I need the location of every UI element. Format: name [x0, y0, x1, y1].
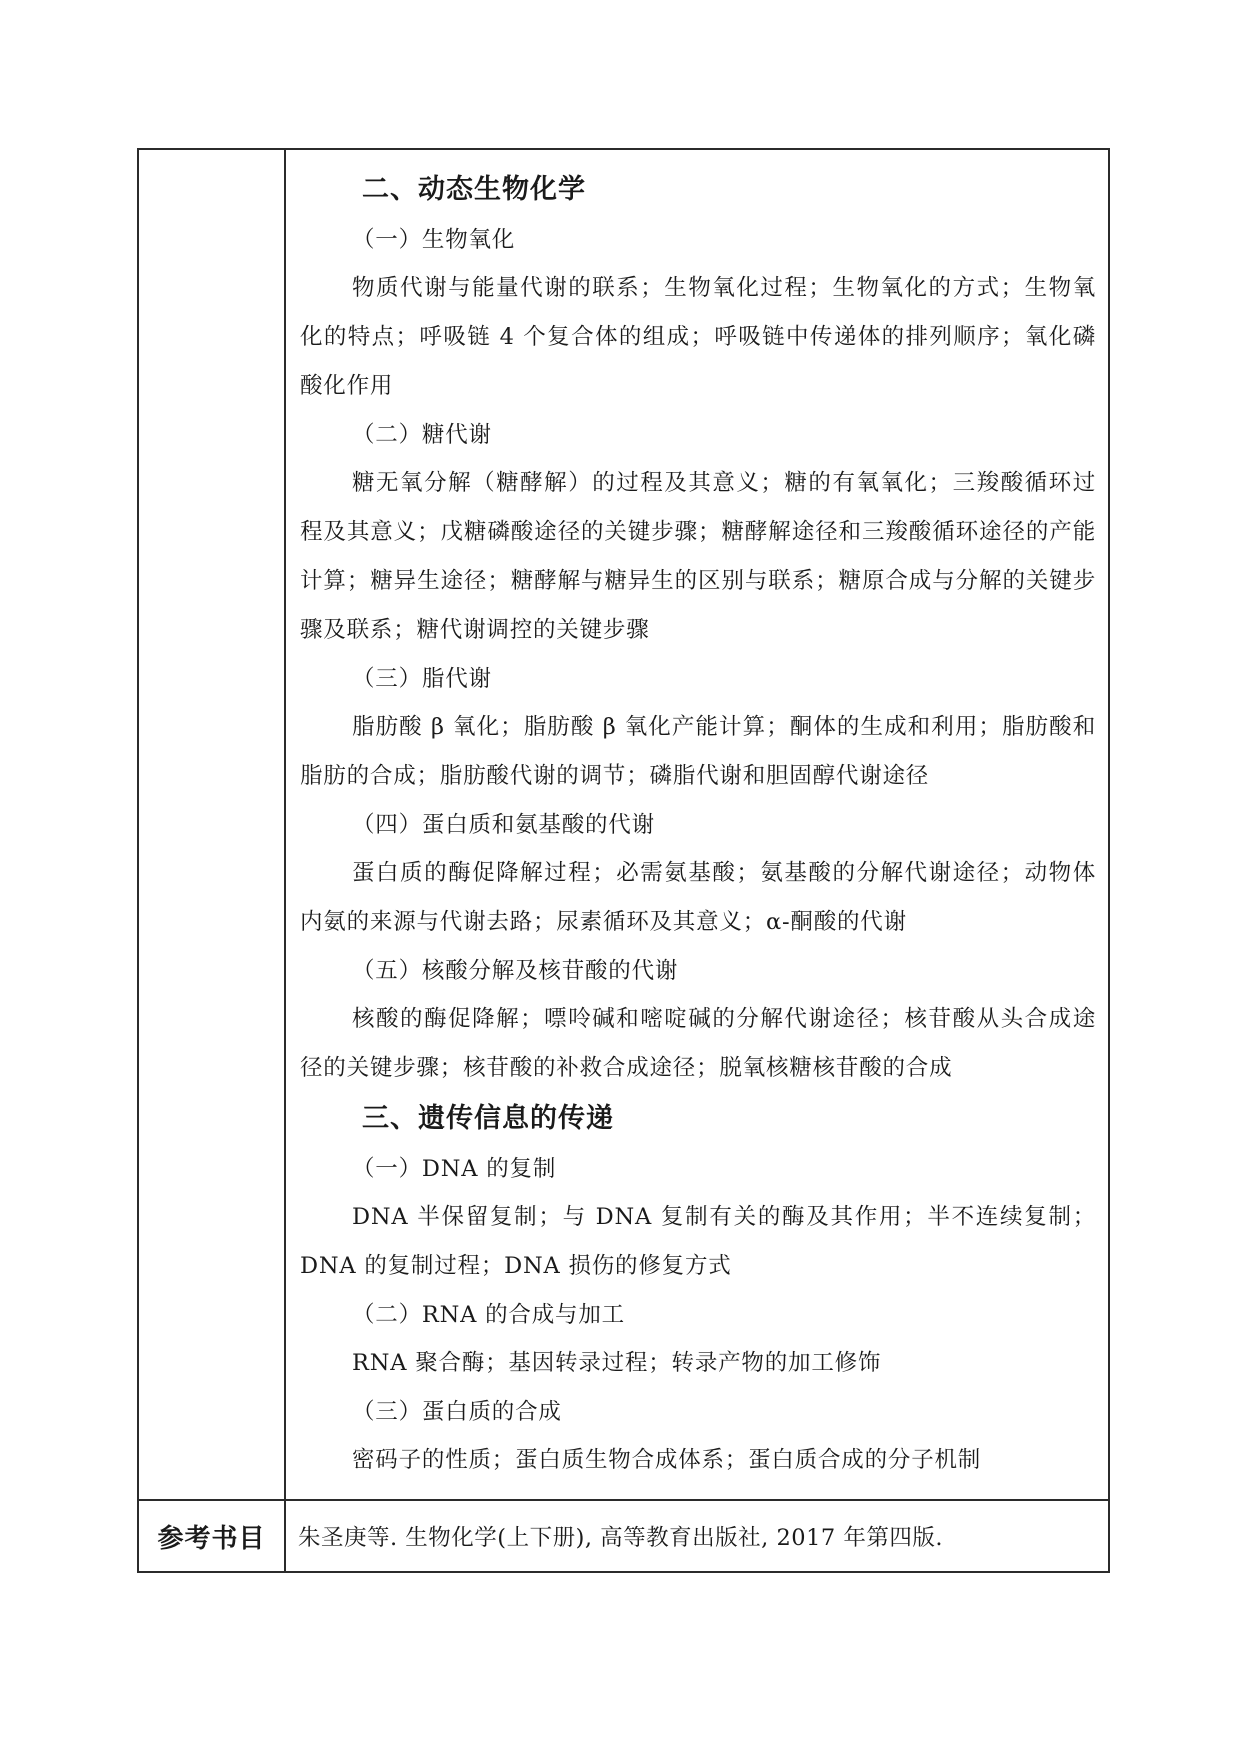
reference-label: 参考书目 — [138, 1500, 285, 1572]
subsection-heading: （四）蛋白质和氨基酸的代谢 — [352, 812, 655, 838]
subsection-heading: （五）核酸分解及核苷酸的代谢 — [352, 958, 679, 984]
subsection-heading: （三）脂代谢 — [352, 666, 492, 692]
subsection-text: DNA 半保留复制；与 DNA 复制有关的酶及其作用；半不连续复制；DNA 的复制过程；DNA 损伤的修复方式 — [300, 1204, 1096, 1279]
subsection-heading: （二）RNA 的合成与加工 — [352, 1302, 625, 1328]
reference-text: 朱圣庚等. 生物化学(上下册), 高等教育出版社, 2017 年第四版. — [285, 1500, 1109, 1572]
subsection-text: RNA 聚合酶；基因转录过程；转录产物的加工修饰 — [352, 1350, 882, 1376]
subsection-heading: （三）蛋白质的合成 — [352, 1399, 562, 1425]
subsection-text: 糖无氧分解（糖酵解）的过程及其意义；糖的有氧氧化；三羧酸循环过程及其意义；戊糖磷酸途径的关键步骤；糖酵解途径和三羧酸循环途径的产能计算；糖异生途径；糖酵解与糖异生的区别与联系；糖原合成与分解的关键步骤及联系；糖代谢调控的关键步骤 — [300, 470, 1096, 643]
reference-row — [138, 1500, 1109, 1572]
subsection-text: 物质代谢与能量代谢的联系；生物氧化过程；生物氧化的方式；生物氧化的特点；呼吸链 4 个复合体的组成；呼吸链中传递体的排列顺序；氧化磷酸化作用 — [300, 275, 1096, 399]
subsection-heading: （二）糖代谢 — [352, 422, 492, 448]
subsection-text: 核酸的酶促降解；嘌呤碱和嘧啶碱的分解代谢途径；核苷酸从头合成途径的关键步骤；核苷酸的补救合成途径；脱氧核糖核苷酸的合成 — [300, 1006, 1096, 1081]
content-row — [138, 149, 1109, 1500]
subsection-text: 脂肪酸 β 氧化；脂肪酸 β 氧化产能计算；酮体的生成和利用；脂肪酸和脂肪的合成；脂肪酸代谢的调节；磷脂代谢和胆固醇代谢途径 — [300, 714, 1096, 789]
section-title: 三、遗传信息的传递 — [362, 1103, 614, 1134]
subsection-heading: （一）生物氧化 — [352, 227, 516, 253]
left-label-cell — [138, 149, 285, 1500]
syllabus-table — [137, 148, 1110, 1573]
subsection-heading: （一）DNA 的复制 — [352, 1156, 557, 1182]
subsection-text: 蛋白质的酶促降解过程；必需氨基酸；氨基酸的分解代谢途径；动物体内氨的来源与代谢去路；尿素循环及其意义；α-酮酸的代谢 — [300, 860, 1096, 935]
section-title: 二、动态生物化学 — [362, 174, 586, 205]
subsection-text: 密码子的性质；蛋白质生物合成体系；蛋白质合成的分子机制 — [352, 1447, 982, 1473]
content-cell — [285, 149, 1109, 1500]
content-body — [286, 150, 1108, 1485]
